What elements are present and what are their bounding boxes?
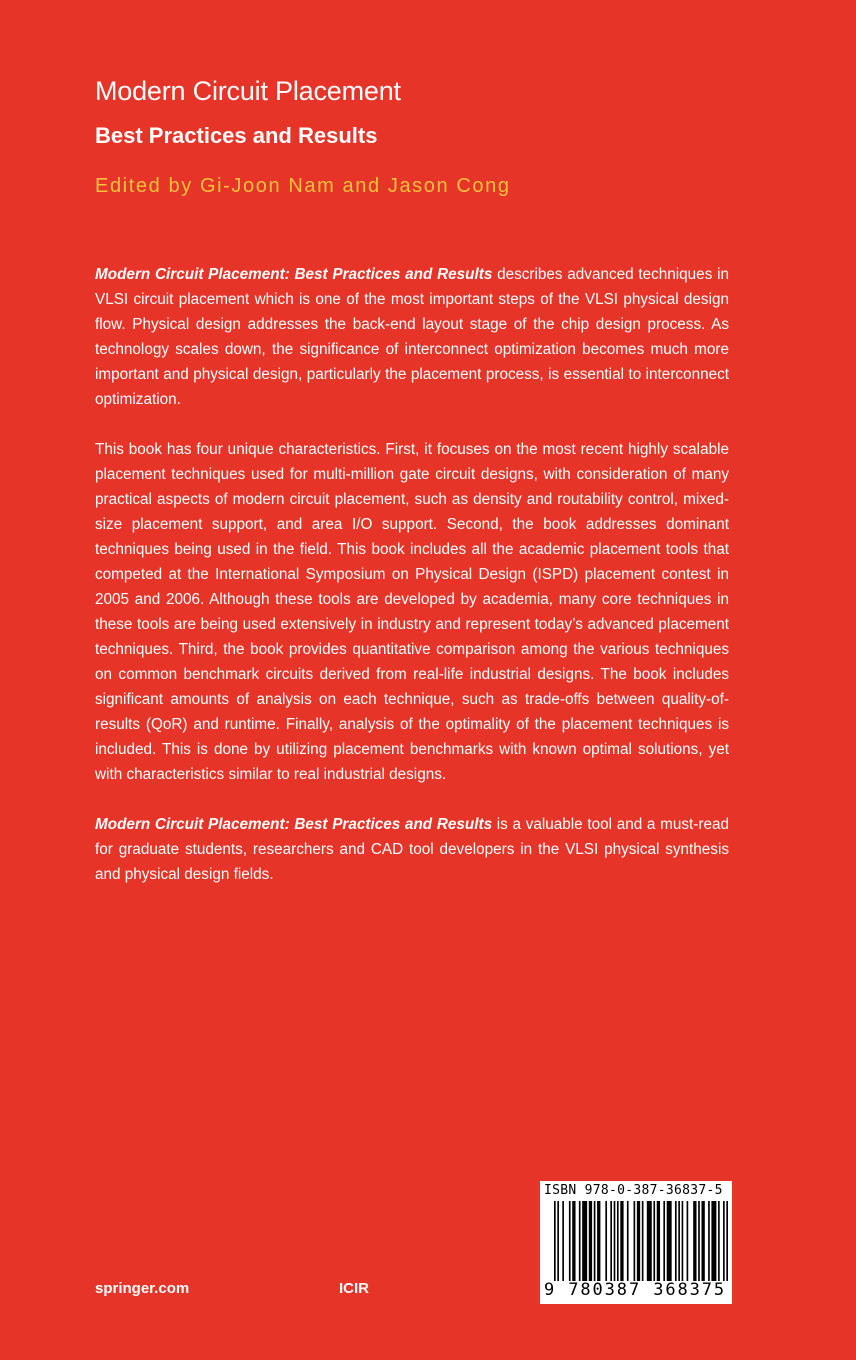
- barcode-bar: [617, 1201, 619, 1281]
- barcode-bar: [614, 1201, 616, 1281]
- barcode-digits: 9 780387 368375: [544, 1280, 727, 1300]
- barcode-bars: [554, 1201, 728, 1281]
- barcode-bar: [569, 1201, 571, 1281]
- blurb-paragraph-3-text: is a valuable tool and a must-read for graduate students, researchers and CAD tool developers in the VLSI physical synthesis and physical design fields.: [95, 816, 729, 883]
- publisher-url[interactable]: springer.com: [95, 1280, 190, 1297]
- barcode-bar: [682, 1201, 684, 1281]
- barcode-bar: [594, 1201, 596, 1281]
- isbn-label: ISBN 978-0-387-36837-5: [544, 1183, 723, 1198]
- barcode-bar: [605, 1201, 607, 1281]
- barcode-bar: [637, 1201, 640, 1281]
- barcode-bar: [718, 1201, 720, 1281]
- barcode-bar: [701, 1201, 704, 1281]
- barcode-bar: [693, 1201, 696, 1281]
- isbn-barcode: [540, 1181, 732, 1304]
- barcode-bar: [723, 1201, 725, 1281]
- barcode-bar: [620, 1201, 623, 1281]
- barcode-bar: [589, 1201, 592, 1281]
- barcode-graphic: [554, 1201, 728, 1281]
- barcode-bar: [657, 1201, 660, 1281]
- barcode-bar: [647, 1201, 652, 1281]
- barcode-bar: [579, 1201, 581, 1281]
- barcode-bar: [678, 1201, 680, 1281]
- barcode-bar: [653, 1201, 655, 1281]
- barcode-bar: [610, 1201, 612, 1281]
- barcode-bar: [634, 1201, 636, 1281]
- barcode-bar: [726, 1201, 728, 1281]
- book-title: Modern Circuit Placement: [95, 76, 401, 106]
- barcode-bar: [663, 1201, 665, 1281]
- barcode-bar: [698, 1201, 700, 1281]
- barcode-bar: [562, 1201, 564, 1281]
- blurb-paragraph-1-text: describes advanced techniques in VLSI circuit placement which is one of the most important steps of the VLSI physical design flow. Physical design addresses the back-end layout stage of the chip design process. As technology scales down, the significance of interconnect optimization becomes much more important and physical design, particularly the placement process, is essential to interconnect optimization.: [95, 266, 729, 408]
- blurb-paragraph-1: [95, 262, 729, 412]
- book-subtitle: Best Practices and Results: [95, 123, 378, 148]
- editors-line: Edited by Gi-Joon Nam and Jason Cong: [95, 175, 511, 197]
- barcode-bar: [554, 1201, 556, 1281]
- blurb-title-emphasis-2: Modern Circuit Placement: Best Practices and Results: [95, 816, 493, 833]
- blurb-paragraph-2: This book has four unique characteristics. First, it focuses on the most recent highly scalable placement techniques used for multi-million gate circuit designs, with consideration of many practical aspects of modern circuit placement, such as density and routability control, mixed-size placement support, and area I/O support. Second, the book addresses dominant techniques being used in the field. This book includes all the academic placement tools that competed at the International Symposium on Physical Design (ISPD) placement contest in 2005 and 2006. Although these tools are developed by academia, many core techniques in these tools are being used extensively in industry and represent today’s advanced placement techniques. Third, the book provides quantitative comparison among the various techniques on common benchmark circuits derived from real-life industrial designs. The book includes significant amounts of analysis on each technique, such as trade-offs between quality-of-results (QoR) and runtime. Finally, analysis of the optimality of the placement techniques is included. This is done by utilizing placement benchmarks with known optimal solutions, yet with characteristics similar to real industrial designs.: [95, 441, 729, 783]
- barcode-bar: [667, 1201, 672, 1281]
- barcode-bar: [675, 1201, 677, 1281]
- barcode-bar: [582, 1201, 587, 1281]
- blurb-paragraph-3: [95, 812, 729, 887]
- blurb: [95, 262, 729, 912]
- barcode-bar: [708, 1201, 710, 1281]
- barcode-bar: [557, 1201, 559, 1281]
- barcode-bar: [627, 1201, 629, 1281]
- barcode-bar: [597, 1201, 600, 1281]
- barcode-bar: [711, 1201, 716, 1281]
- footer-code: ICIR: [339, 1280, 369, 1297]
- blurb-title-emphasis: Modern Circuit Placement: Best Practices and Results: [95, 266, 493, 283]
- barcode-bar: [687, 1201, 689, 1281]
- barcode-bar: [572, 1201, 575, 1281]
- barcode-bar: [642, 1201, 644, 1281]
